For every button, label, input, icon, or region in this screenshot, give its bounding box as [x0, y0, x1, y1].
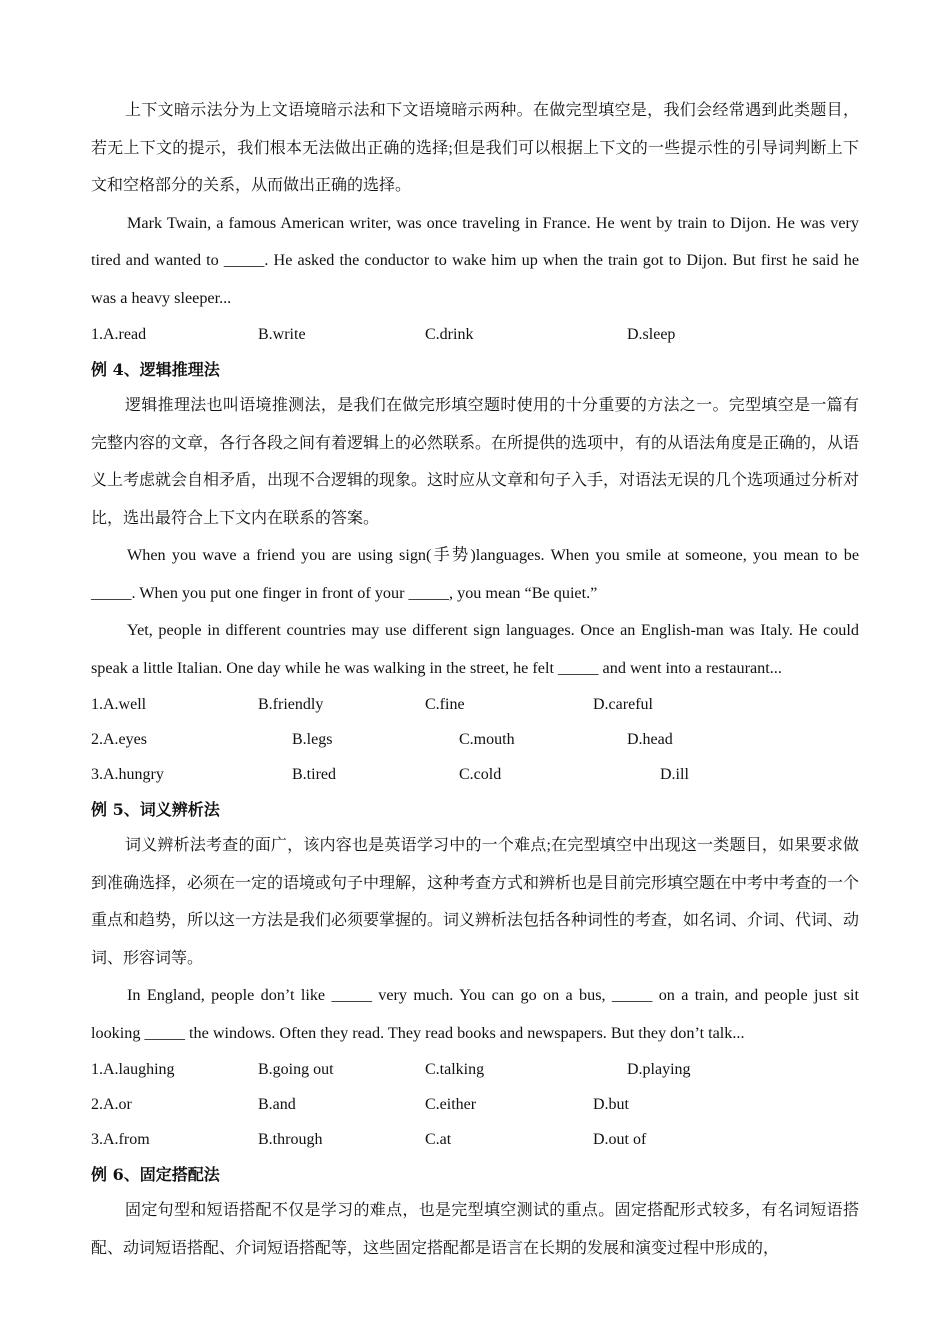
section-heading: 例 6、固定搭配法: [91, 1165, 220, 1184]
answer-option: C.at: [425, 1131, 452, 1148]
answer-options-row: [91, 1122, 859, 1157]
answer-option: B.write: [258, 326, 306, 343]
answer-option: C.either: [425, 1096, 477, 1113]
paragraph: In England, people don’t like _____ very much. You can go on a bus, _____ on a train, and people just sit looking _____ the windows. Often they read. They read books and newspapers. But they don’t talk...: [91, 986, 859, 1042]
answer-option: 2.A.eyes: [91, 731, 147, 748]
answer-option: C.talking: [425, 1061, 485, 1078]
paragraph: 上下文暗示法分为上文语境暗示法和下文语境暗示两种。在做完型填空是，我们会经常遇到此类题目，若无上下文的提示，我们根本无法做出正确的选择;但是我们可以根据上下文的一些提示性的引导词判断上下文和空格部分的关系，从而做出正确的选择。: [91, 102, 859, 194]
section-heading: 例 5、词义辨析法: [91, 800, 220, 819]
answer-option: D.careful: [593, 696, 653, 713]
answer-option: C.fine: [425, 696, 465, 713]
answer-option: 1.A.well: [91, 696, 147, 713]
answer-option: 1.A.laughing: [91, 1061, 175, 1078]
answer-option: 3.A.from: [91, 1131, 150, 1148]
answer-options-row: [91, 687, 859, 722]
answer-option: 2.A.or: [91, 1096, 132, 1113]
answer-option: D.but: [593, 1096, 629, 1113]
answer-option: C.cold: [459, 766, 502, 783]
answer-option: B.friendly: [258, 696, 324, 713]
answer-option: D.ill: [660, 766, 689, 783]
answer-option: C.drink: [425, 326, 474, 343]
answer-option: 1.A.read: [91, 326, 147, 343]
paragraph: When you wave a friend you are using sign(手势)languages. When you smile at someone, you mean to be _____. When you put one finger in front of your _____, you mean “Be quiet.”: [91, 546, 859, 602]
section-heading: 例 4、逻辑推理法: [91, 360, 220, 379]
answer-option: D.playing: [627, 1061, 691, 1078]
paragraph: Yet, people in different countries may use different sign languages. Once an English-man was Italy. He could speak a little Italian. One day while he was walking in the street, he felt _____ and went into a restaurant...: [91, 621, 859, 677]
paragraph: 固定句型和短语搭配不仅是学习的难点，也是完型填空测试的重点。固定搭配形式较多，有名词短语搭配、动词短语搭配、介词短语搭配等，这些固定搭配都是语言在长期的发展和演变过程中形成的，: [91, 1202, 859, 1257]
answer-options-row: [91, 757, 859, 792]
answer-options-row: [91, 1087, 859, 1122]
document-page: [91, 92, 859, 1267]
answer-option: B.tired: [292, 766, 336, 783]
answer-options-row: [91, 722, 859, 757]
answer-option: B.going out: [258, 1061, 334, 1078]
answer-options-row: [91, 1052, 859, 1087]
answer-option: B.legs: [292, 731, 333, 748]
answer-option: B.through: [258, 1131, 323, 1148]
answer-option: C.mouth: [459, 731, 515, 748]
paragraph: 词义辨析法考查的面广，该内容也是英语学习中的一个难点;在完型填空中出现这一类题目，如果要求做到准确选择，必须在一定的语境或句子中理解，这种考查方式和辨析也是目前完形填空题在中考中考查的一个重点和趋势，所以这一方法是我们必须要掌握的。词义辨析法包括各种词性的考查，如名词、介词、代词、动词、形容词等。: [91, 837, 860, 967]
answer-option: D.out of: [593, 1131, 647, 1148]
document-body: [91, 92, 859, 1267]
answer-option: D.sleep: [627, 326, 676, 343]
answer-option: 3.A.hungry: [91, 766, 164, 783]
answer-option: D.head: [627, 731, 673, 748]
paragraph: Mark Twain, a famous American writer, was once traveling in France. He went by train to Dijon. He was very tired and wanted to _____. He asked the conductor to wake him up when the train got to Dijon. But first he said he was a heavy sleeper...: [91, 213, 859, 307]
answer-options-row: [91, 317, 859, 352]
answer-option: B.and: [258, 1096, 296, 1113]
paragraph: 逻辑推理法也叫语境推测法，是我们在做完形填空题时使用的十分重要的方法之一。完型填空是一篇有完整内容的文章，各行各段之间有着逻辑上的必然联系。在所提供的选项中，有的从语法角度是正确的，从语义上考虑就会自相矛盾，出现不合逻辑的现象。这时应从文章和句子入手，对语法无误的几个选项通过分析对比，选出最符合上下文内在联系的答案。: [91, 397, 860, 527]
